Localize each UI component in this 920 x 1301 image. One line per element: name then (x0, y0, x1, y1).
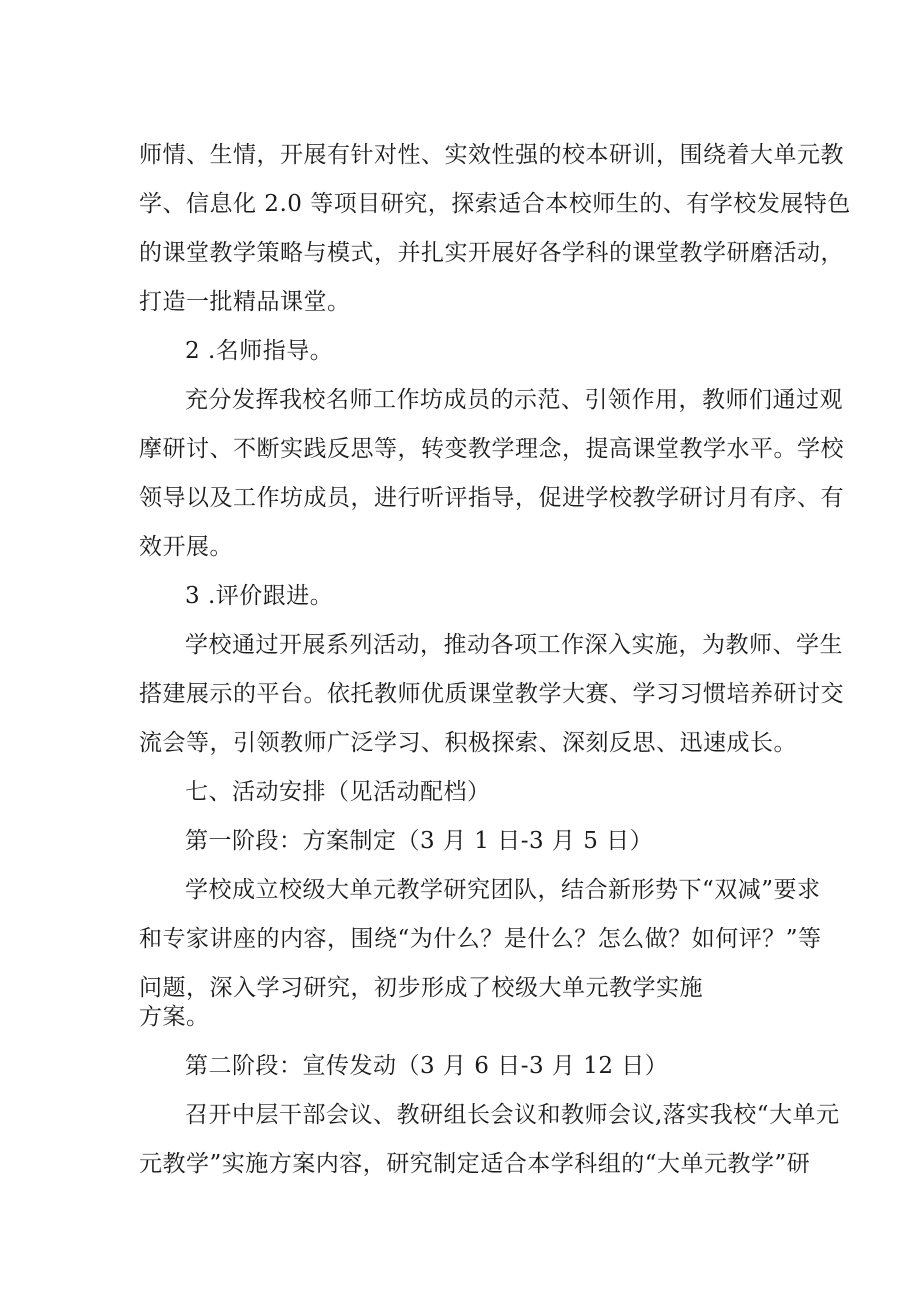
paragraph-line: 摩研讨、不断实践反思等，转变教学理念，提高课堂教学水平。学校 (139, 436, 844, 462)
section-heading: 3 .评价跟进。 (185, 583, 334, 609)
paragraph-line: 打造一批精品课堂。 (139, 289, 351, 315)
paragraph-line: 问题，深入学习研究，初步形成了校级大单元教学实施 (139, 975, 703, 1001)
paragraph-line: 学、信息化 2.0 等项目研究，探索适合本校师生的、有学校发展特色 (139, 191, 851, 217)
paragraph-line: 和专家讲座的内容，围绕“为什么？是什么？怎么做？如何评？”等 (139, 926, 822, 952)
paragraph-line: 学校通过开展系列活动，推动各项工作深入实施，为教师、学生 (185, 632, 843, 658)
stage-heading: 第二阶段：宣传发动（3 月 6 日-3 月 12 日） (185, 1053, 669, 1079)
paragraph-line: 流会等，引领教师广泛学习、积极探索、深刻反思、迅速成长。 (139, 730, 797, 756)
paragraph-line: 方案。 (139, 1004, 210, 1030)
paragraph-line: 学校成立校级大单元教学研究团队，结合新形势下“双减”要求 (185, 877, 821, 903)
paragraph-line: 的课堂教学策略与模式，并扎实开展好各学科的课堂教学研磨活动， (139, 240, 844, 266)
paragraph-line: 搭建展示的平台。依托教师优质课堂教学大赛、学习习惯培养研讨交 (139, 681, 844, 707)
section-heading: 2 .名师指导。 (185, 338, 334, 364)
stage-heading: 第一阶段：方案制定（3 月 1 日-3 月 5 日） (185, 828, 654, 854)
paragraph-line: 师情、生情，开展有针对性、实效性强的校本研训，围绕着大单元教 (139, 142, 844, 168)
paragraph-line: 效开展。 (139, 534, 233, 560)
paragraph-line: 召开中层干部会议、教研组长会议和教师会议,落实我校“大单元 (185, 1102, 840, 1128)
section-heading: 七、活动安排（见活动配档） (185, 779, 491, 805)
paragraph-line: 元教学”实施方案内容，研究制定适合本学科组的“大单元教学”研 (139, 1151, 811, 1177)
paragraph-line: 领导以及工作坊成员，进行听评指导，促进学校教学研讨月有序、有 (139, 485, 844, 511)
paragraph-line: 充分发挥我校名师工作坊成员的示范、引领作用，教师们通过观 (185, 387, 843, 413)
